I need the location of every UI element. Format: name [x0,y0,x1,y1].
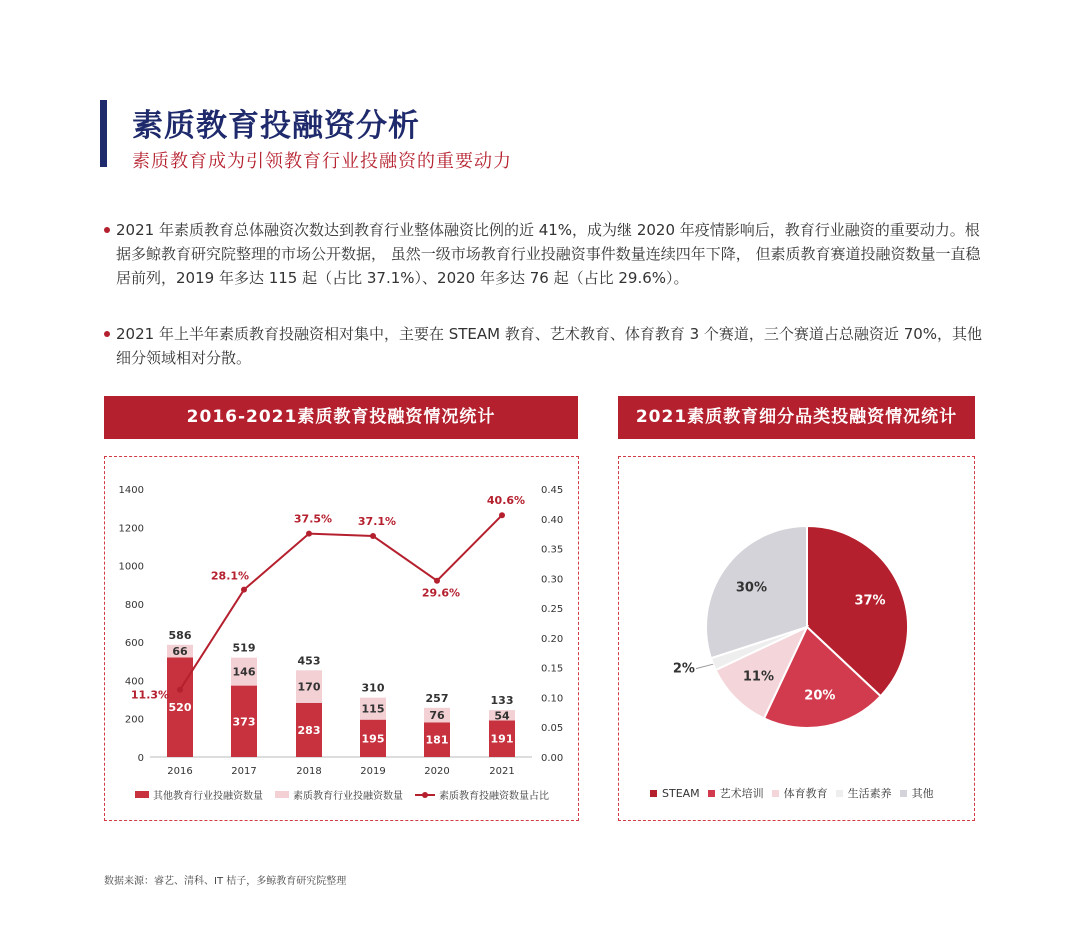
pie-label: 11% [742,669,774,685]
ratio-label: 29.6% [421,586,461,600]
y-left-tick-label: 200 [124,714,144,726]
x-tick-label: 2016 [167,766,193,777]
bar-quality-label: 170 [297,680,321,694]
ratio-line [180,512,502,689]
bar-quality-label: 76 [429,709,445,723]
bar-quality-label: 146 [232,665,256,679]
y-left-tick-label: 1200 [118,523,144,535]
x-tick-label: 2017 [231,766,257,777]
bar-other-label: 181 [425,733,449,747]
y-left-tick-label: 600 [124,638,144,650]
page-title: 素质教育投融资分析 [132,108,420,144]
bar-total-label: 133 [490,694,514,708]
paragraph-2-text: 2021 年上半年素质教育投融资相对集中，主要在 STEAM 教育、艺术教育、体育教育 3 个赛道，三个赛道占总融资近 70%，其他细分领域相对分散。 [116,325,983,367]
y-right-tick-label: 0.40 [541,514,564,526]
pie-legend-swatch [900,790,907,797]
ratio-label: 11.3% [130,688,170,702]
pie-legend-swatch [650,790,657,797]
x-tick-label: 2018 [296,766,322,777]
ratio-label: 37.5% [293,512,333,526]
ratio-point [370,533,376,539]
legend-swatch [135,791,149,798]
bar-total-label: 586 [168,628,192,642]
y-right-tick-label: 0.25 [541,604,564,616]
bar-other-label: 283 [297,723,321,737]
bar-quality-label: 66 [172,645,188,659]
pie-label: 37% [854,593,886,609]
y-left-tick-label: 0 [137,753,144,764]
pie-legend-item [772,785,828,801]
pie-legend-item [836,785,892,801]
ratio-label: 28.1% [210,569,250,583]
ratio-point [177,687,183,693]
bar-chart-legend [135,787,561,802]
legend-label-quality: 素质教育行业投融资数量 [293,791,403,802]
y-right-tick-label: 0.05 [541,723,564,735]
legend-item-quality [275,787,403,802]
y-right-tick-label: 0.35 [541,544,564,556]
bar-other-label: 191 [490,732,514,746]
pie-leader-line [696,664,713,668]
pie-legend-label: STEAM [662,786,700,800]
y-left-tick-label: 400 [124,676,144,688]
pie-legend-swatch [772,790,779,797]
x-tick-label: 2021 [489,766,515,777]
pie-legend-swatch [836,790,843,797]
bar-total-label: 310 [361,681,385,695]
bar-other-label: 195 [361,732,385,746]
y-left-tick-label: 1400 [118,485,144,496]
bar-quality-label: 115 [361,702,385,716]
pie-legend-swatch [708,790,715,797]
bar-total-label: 519 [232,641,256,655]
ratio-point [499,512,505,518]
page-subtitle: 素质教育成为引领教育行业投融资的重要动力 [132,151,512,172]
y-left-tick-label: 800 [124,599,144,611]
ratio-point [241,587,247,593]
bar-total-label: 453 [297,654,321,668]
legend-item-other [135,787,263,802]
pie-label: 2% [672,661,695,677]
bar-quality-label: 54 [494,709,510,723]
pie-legend-item [650,787,700,800]
legend-label-ratio: 素质教育投融资数量占比 [439,791,549,802]
ratio-point [434,578,440,584]
pie-chart-header: 2021素质教育细分品类投融资情况统计 [618,396,975,439]
y-right-tick-label: 0.15 [541,663,564,675]
y-left-tick-label: 1000 [118,561,144,573]
pie-legend-label: 体育教育 [783,787,828,800]
pie-legend-item [900,785,934,801]
legend-swatch [275,791,289,798]
y-right-tick-label: 0.45 [541,485,564,496]
y-right-tick-label: 0.10 [541,693,564,705]
x-tick-label: 2019 [360,766,386,777]
bar-other-label: 373 [232,715,256,729]
x-tick-label: 2020 [424,766,450,777]
ratio-label: 37.1% [357,515,397,529]
pie-label: 30% [735,580,767,596]
paragraph-1-text: 2021 年素质教育总体融资次数达到教育行业整体融资比例的近 41%，成为继 2020 年疫情影响后，教育行业融资的重要动力。根据多鲸教育研究院整理的市场公开数据， 虽然一级市场教育行业投融资事件数量连续四年下降， 但素质教育赛道投融资数量一直稳居前列，2019 年多达 115 起（占比 37.1%）、2020 年多达 76 起（占比 29.6%）。 [116,221,981,287]
pie-chart-legend [650,785,942,801]
y-right-tick-label: 0.30 [541,574,564,586]
pie-legend-label: 生活素养 [847,787,892,800]
bar-chart-header: 2016-2021素质教育投融资情况统计 [104,396,578,439]
pie-legend-item [708,785,764,801]
pie-legend-label: 其他 [911,787,934,800]
legend-item-ratio [415,787,549,802]
data-source-note: 数据来源：睿艺、清科、IT 桔子，多鲸教育研究院整理 [104,876,347,887]
bar-total-label: 257 [425,691,449,705]
bar-other-label: 520 [168,701,192,715]
ratio-label: 40.6% [486,494,526,508]
pie-label: 20% [804,688,836,704]
pie-legend-label: 艺术培训 [719,787,764,800]
y-right-tick-label: 0.00 [541,753,564,764]
legend-label-other: 其他教育行业投融资数量 [153,791,263,802]
legend-line-swatch [415,791,435,799]
y-right-tick-label: 0.20 [541,633,564,645]
ratio-point [306,531,312,537]
